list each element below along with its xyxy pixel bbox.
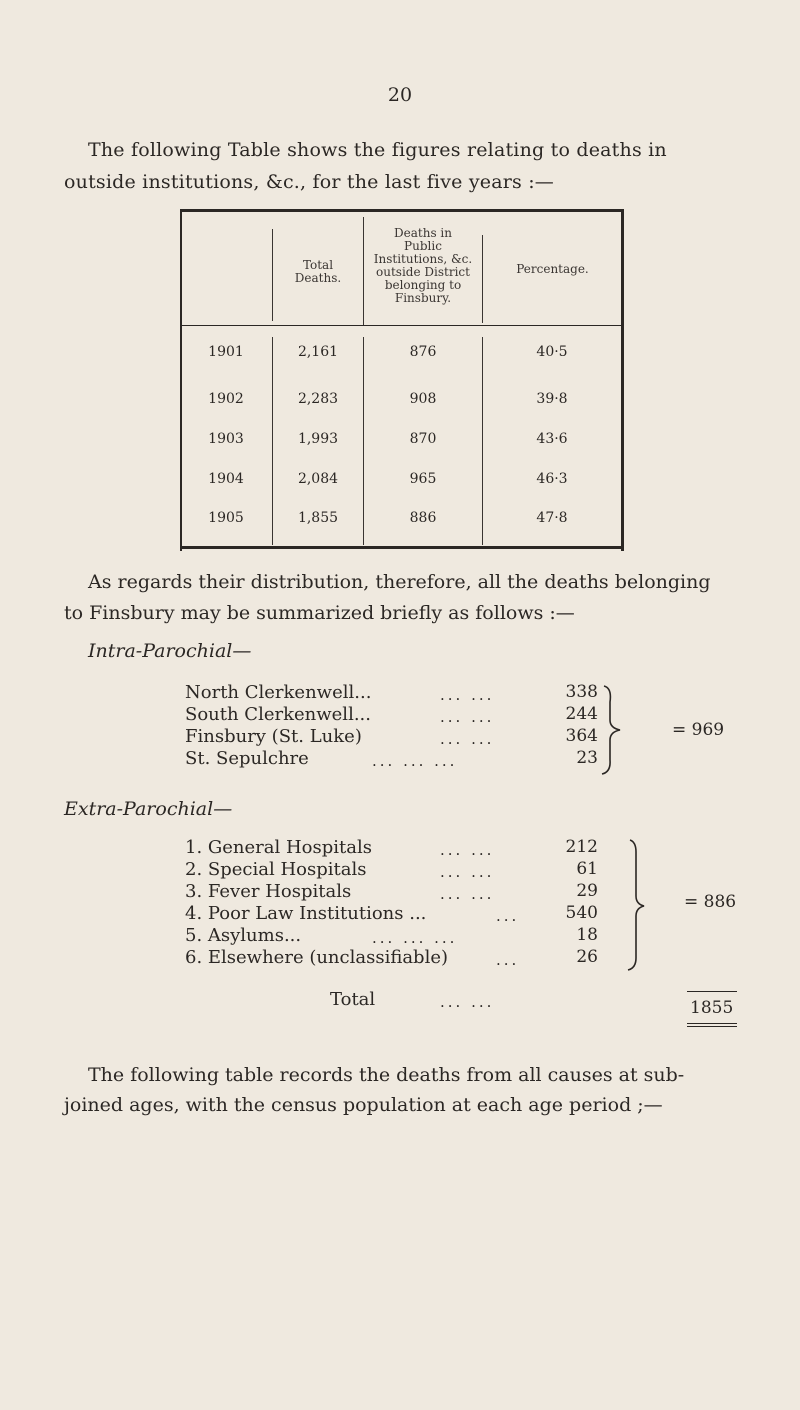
row-year: 1903 (208, 431, 244, 447)
header-total-line: Deaths. (294, 271, 342, 285)
intra-item-label: Finsbury (St. Luke) (185, 726, 362, 747)
extra-item-label: 2. Special Hospitals (185, 859, 367, 880)
intra-item-value: 244 (565, 704, 598, 724)
header-public-line: belonging to (384, 278, 462, 292)
intro-paragraph (64, 134, 744, 198)
header-public-line: Institutions, &c. (373, 252, 473, 266)
table-bottom-rule (180, 546, 624, 549)
leader-dots: ... ... (440, 863, 495, 881)
deaths-institutions-table (180, 207, 624, 549)
col-divider-3-head (482, 235, 483, 323)
intra-item-label: North Clerkenwell... (185, 682, 372, 703)
row-public: 876 (409, 344, 437, 360)
extra-item-label: 5. Asylums... (185, 925, 302, 946)
row-total: 1,855 (297, 510, 339, 526)
extra-item-value: 29 (576, 881, 598, 901)
table-right-border (621, 209, 624, 551)
total-rule-top (687, 991, 737, 992)
extra-parochial-heading: Extra-Parochial— (64, 798, 233, 820)
extra-item-value: 212 (565, 837, 598, 857)
closing-line-2: joined ages, with the census population at each age period ;— (64, 1094, 663, 1116)
row-percentage: 43·6 (536, 431, 568, 447)
extra-item-label: 6. Elsewhere (unclassifiable) (185, 947, 449, 968)
total-double-rule-2 (687, 1026, 737, 1027)
leader-dots: ... ... (440, 730, 495, 748)
leader-dots: ... (496, 907, 520, 925)
extra-item-value: 540 (565, 903, 598, 923)
leader-dots: ... ... (440, 993, 495, 1011)
row-year: 1904 (208, 471, 244, 487)
row-percentage: 46·3 (536, 471, 568, 487)
table-top-rule (180, 209, 624, 212)
row-public: 965 (409, 471, 437, 487)
leader-dots: ... ... ... (372, 929, 458, 947)
intra-item-value: 364 (565, 726, 598, 746)
row-percentage: 47·8 (536, 510, 568, 526)
header-public-institutions (364, 227, 482, 305)
row-percentage: 40·5 (536, 344, 568, 360)
row-total: 2,084 (297, 471, 339, 487)
table-left-border (180, 209, 182, 551)
grand-total: 1855 (690, 998, 734, 1018)
header-public-line: outside District (376, 265, 470, 279)
intra-item-value: 23 (576, 748, 598, 768)
header-percentage: Percentage. (516, 262, 589, 276)
col-divider-1-head (272, 229, 273, 321)
leader-dots: ... ... (440, 885, 495, 903)
closing-paragraph (64, 1060, 754, 1120)
row-percentage: 39·8 (536, 391, 568, 407)
header-total-line: Total (302, 258, 334, 272)
row-public: 908 (409, 391, 437, 407)
extra-item-value: 26 (576, 947, 598, 967)
row-total: 2,283 (297, 391, 339, 407)
row-year: 1902 (208, 391, 244, 407)
row-year: 1905 (208, 510, 244, 526)
closing-line-1: The following table records the deaths from all causes at sub- (88, 1064, 685, 1086)
leader-dots: ... ... (440, 686, 495, 704)
summary-line-2: to Finsbury may be summarized briefly as follows :— (64, 602, 575, 624)
row-public: 886 (409, 510, 437, 526)
intra-total: = 969 (672, 720, 725, 740)
extra-item-label: 3. Fever Hospitals (185, 881, 352, 902)
leader-dots: ... ... ... (372, 752, 458, 770)
leader-dots: ... (496, 951, 520, 969)
intro-line-2: outside institutions, &c., for the last five years :— (64, 171, 555, 193)
row-year: 1901 (208, 344, 244, 360)
extra-item-label: 4. Poor Law Institutions ... (185, 903, 427, 924)
total-double-rule-1 (687, 1023, 737, 1024)
leader-dots: ... ... (440, 708, 495, 726)
header-public-line: Public (404, 239, 442, 253)
extra-brace-icon (626, 838, 656, 972)
extra-item-value: 18 (576, 925, 598, 945)
intra-item-value: 338 (565, 682, 598, 702)
header-public-line: Finsbury. (394, 291, 452, 305)
intra-item-label: South Clerkenwell... (185, 704, 371, 725)
intra-brace-icon (598, 684, 638, 776)
page-number: 20 (387, 84, 413, 106)
table-header-rule (180, 325, 624, 326)
row-total: 2,161 (297, 344, 339, 360)
extra-item-label: 1. General Hospitals (185, 837, 372, 858)
extra-total: = 886 (684, 892, 737, 912)
total-label: Total (330, 989, 376, 1010)
extra-item-value: 61 (576, 859, 598, 879)
intro-line-1: The following Table shows the figures relating to deaths in (88, 139, 667, 161)
row-total: 1,993 (297, 431, 339, 447)
intra-parochial-heading: Intra-Parochial— (88, 640, 252, 662)
leader-dots: ... ... (440, 841, 495, 859)
row-public: 870 (409, 431, 437, 447)
summary-line-1: As regards their distribution, therefore, all the deaths belonging (88, 571, 711, 593)
summary-paragraph (64, 567, 764, 629)
header-public-line: Deaths in (394, 226, 452, 240)
intra-item-label: St. Sepulchre (185, 748, 309, 769)
header-total-deaths (274, 259, 362, 285)
